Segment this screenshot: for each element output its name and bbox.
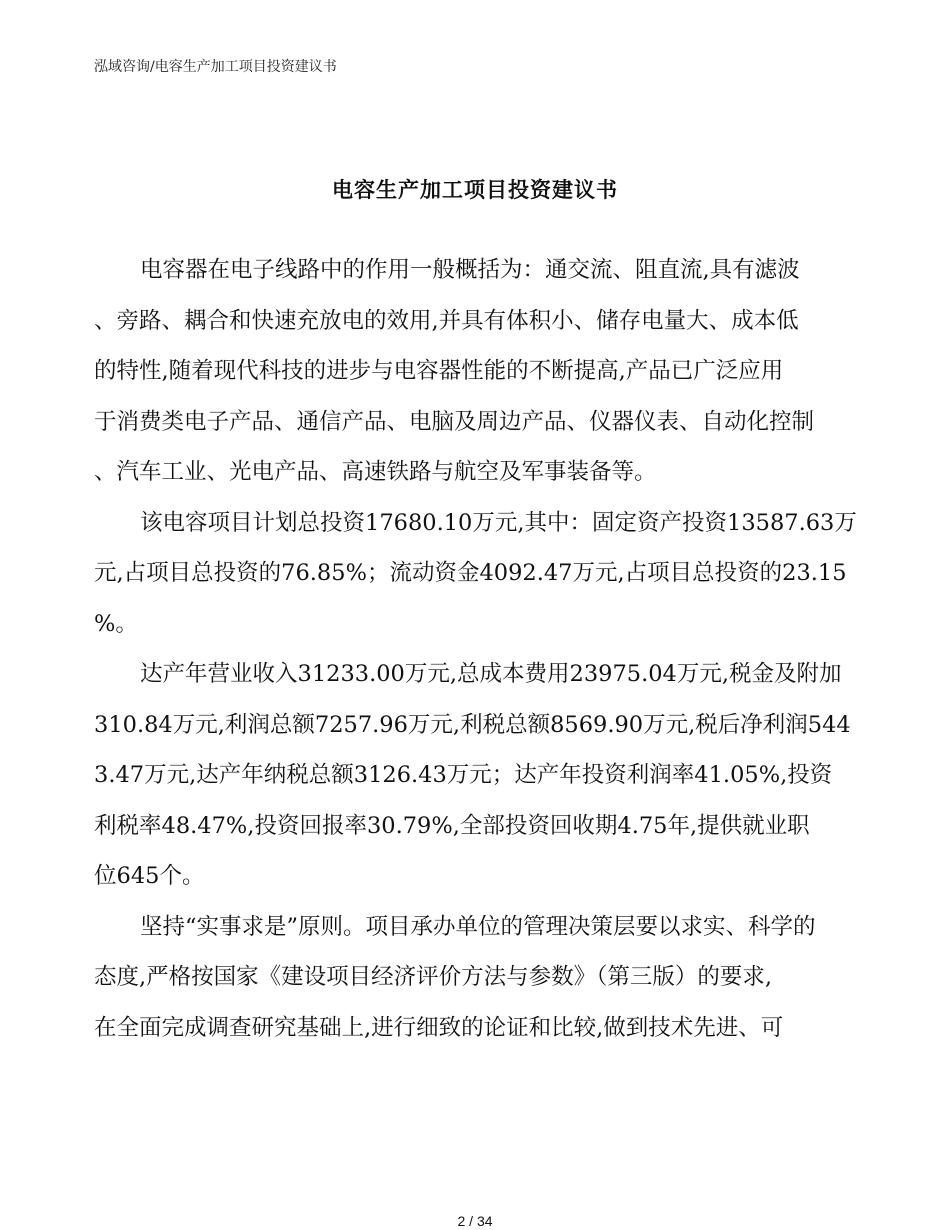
paragraph-line: 于消费类电子产品、通信产品、电脑及周边产品、仪器仪表、自动化控制 [94, 409, 815, 435]
page-number: 2 / 34 [457, 1213, 493, 1229]
paragraph-line: 电容器在电子线路中的作用一般概括为：通交流、阻直流,具有滤波 [140, 257, 800, 283]
paragraph-line: 、旁路、耦合和快速充放电的效用,并具有体积小、储存电量大、成本低 [94, 308, 799, 334]
paragraph-line: 达产年营业收入31233.00万元,总成本费用23975.04万元,税金及附加 [140, 661, 842, 687]
paragraph-line: 在全面完成调查研究基础上,进行细致的论证和比较,做到技术先进、可 [94, 1015, 784, 1041]
running-header: 泓域咨询/电容生产加工项目投资建议书 [94, 59, 337, 75]
paragraph-line: 坚持“实事求是”原则。项目承办单位的管理决策层要以求实、科学的 [140, 914, 816, 940]
document-title: 电容生产加工项目投资建议书 [332, 178, 618, 202]
paragraph-line: %。 [94, 611, 138, 637]
paragraph-line: 3.47万元,达产年纳税总额3126.43万元；达产年投资利润率41.05%,投资 [94, 762, 833, 788]
paragraph-line: 该电容项目计划总投资17680.10万元,其中：固定资产投资13587.63万 [140, 510, 857, 536]
paragraph-line: 态度,严格按国家《建设项目经济评价方法与参数》（第三版）的要求, [94, 964, 773, 990]
paragraph-line: 的特性,随着现代科技的进步与电容器性能的不断提高,产品已广泛应用 [94, 358, 784, 384]
paragraph-line: 位645个。 [94, 863, 205, 889]
paragraph-line: 、汽车工业、光电产品、高速铁路与航空及军事装备等。 [94, 459, 657, 485]
paragraph-line: 310.84万元,利润总额7257.96万元,利税总额8569.90万元,税后净利润544 [94, 712, 851, 738]
paragraph-line: 利税率48.47%,投资回报率30.79%,全部投资回收期4.75年,提供就业职 [94, 813, 810, 839]
paragraph-line: 元,占项目总投资的76.85%；流动资金4092.47万元,占项目总投资的23.15 [94, 560, 847, 586]
